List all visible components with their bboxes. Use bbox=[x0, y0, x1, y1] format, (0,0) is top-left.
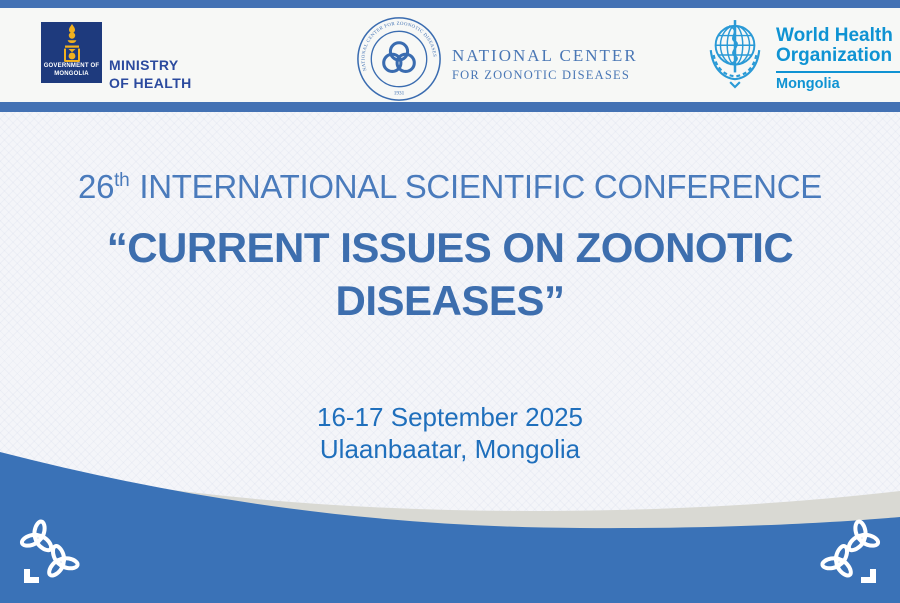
nczd-name: NATIONAL CENTER FOR ZOONOTIC DISEASES bbox=[452, 46, 638, 82]
top-accent-bar bbox=[0, 0, 900, 8]
logo-header bbox=[0, 8, 900, 102]
conference-heading: 26th INTERNATIONAL SCIENTIFIC CONFERENCE bbox=[78, 168, 822, 205]
nczd-logo bbox=[356, 8, 646, 102]
triquetra-ornament-right bbox=[814, 519, 886, 591]
who-logo bbox=[703, 18, 900, 92]
nczd-seal-icon bbox=[356, 16, 442, 102]
conference-theme-title: “CURRENT ISSUES ON ZOONOTIC DISEASES” bbox=[106, 224, 794, 324]
poster-body bbox=[0, 112, 900, 603]
government-of-mongolia-label: GOVERNMENT OF MONGOLIA bbox=[43, 63, 100, 77]
soyombo-icon bbox=[60, 24, 84, 62]
triquetra-ornament-left bbox=[14, 519, 86, 591]
who-emblem-icon bbox=[703, 18, 767, 90]
government-of-mongolia-emblem bbox=[41, 22, 102, 83]
who-name: World Health Organization Mongolia bbox=[776, 26, 900, 92]
ministry-name: MINISTRY OF HEALTH bbox=[109, 57, 192, 92]
svg-text:NATIONAL CENTER FOR ZOONOTIC D: NATIONAL CENTER FOR ZOONOTIC DISEASES bbox=[361, 21, 437, 72]
header-separator-bar bbox=[0, 102, 900, 112]
svg-text:1931: 1931 bbox=[393, 90, 405, 97]
bottom-wave bbox=[0, 443, 900, 603]
event-location: Ulaanbaatar, Mongolia bbox=[319, 433, 581, 464]
event-date: 16-17 September 2025 bbox=[317, 401, 583, 432]
ministry-of-health-logo bbox=[41, 22, 301, 92]
who-divider bbox=[776, 71, 900, 73]
